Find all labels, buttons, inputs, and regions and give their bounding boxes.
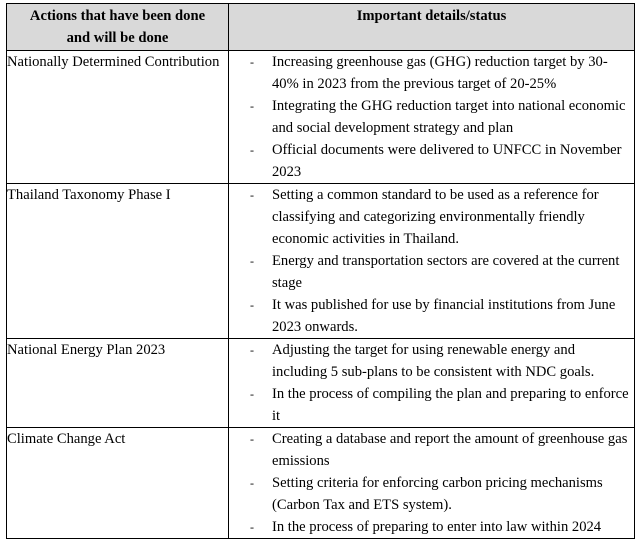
details-cell <box>229 428 635 539</box>
detail-text: It was published for use by financial institutions from June 2023 onwards. <box>272 297 616 335</box>
action-cell: Climate Change Act <box>7 428 229 539</box>
dash-bullet-icon: - <box>250 188 254 202</box>
table-row <box>7 339 635 428</box>
detail-list <box>229 339 634 427</box>
detail-list <box>229 184 634 338</box>
dash-bullet-icon: - <box>250 143 254 157</box>
detail-text: Integrating the GHG reduction target into national economic and social development strategy and plan <box>272 98 626 136</box>
detail-text: Official documents were delivered to UNFCC in November 2023 <box>272 142 622 180</box>
table-row <box>7 428 635 539</box>
detail-text: In the process of preparing to enter into law within 2024 <box>272 519 602 535</box>
action-cell: National Energy Plan 2023 <box>7 339 229 428</box>
detail-list-item <box>229 51 634 95</box>
detail-list-item <box>229 184 634 250</box>
dash-bullet-icon: - <box>250 432 254 446</box>
dash-bullet-icon: - <box>250 298 254 312</box>
detail-list <box>229 428 634 538</box>
dash-bullet-icon: - <box>250 55 254 69</box>
detail-list-item <box>229 294 634 338</box>
table-row <box>7 51 635 184</box>
detail-list-item <box>229 383 634 427</box>
detail-text: Setting criteria for enforcing carbon pricing mechanisms (Carbon Tax and ETS system). <box>272 475 603 513</box>
dash-bullet-icon: - <box>250 476 254 490</box>
details-cell <box>229 184 635 339</box>
detail-list-item <box>229 516 634 538</box>
detail-list-item <box>229 472 634 516</box>
status-table <box>6 3 635 539</box>
detail-list-item <box>229 95 634 139</box>
dash-bullet-icon: - <box>250 343 254 357</box>
detail-list-item <box>229 428 634 472</box>
table-body <box>7 51 635 539</box>
actions-header-line-2: and will be done <box>66 30 169 46</box>
detail-list-item <box>229 339 634 383</box>
details-cell <box>229 339 635 428</box>
detail-list <box>229 51 634 183</box>
detail-text: Creating a database and report the amount of greenhouse gas emissions <box>272 431 628 469</box>
action-cell: Thailand Taxonomy Phase I <box>7 184 229 339</box>
detail-text: Adjusting the target for using renewable energy and including 5 sub-plans to be consistent with NDC goals. <box>272 342 595 380</box>
table-row <box>7 184 635 339</box>
details-cell <box>229 51 635 184</box>
detail-list-item <box>229 139 634 183</box>
detail-text: Setting a common standard to be used as a reference for classifying and categorizing environmentally friendly economic activities in Thailand. <box>272 187 599 247</box>
detail-list-item <box>229 250 634 294</box>
actions-header-line-1: Actions that have been done <box>29 8 206 24</box>
dash-bullet-icon: - <box>250 254 254 268</box>
detail-text: In the process of compiling the plan and preparing to enforce it <box>272 386 629 424</box>
dash-bullet-icon: - <box>250 520 254 534</box>
dash-bullet-icon: - <box>250 99 254 113</box>
detail-text: Increasing greenhouse gas (GHG) reduction target by 30-40% in 2023 from the previous target of 20-25% <box>272 54 608 92</box>
detail-text: Energy and transportation sectors are covered at the current stage <box>272 253 620 291</box>
action-cell: Nationally Determined Contribution <box>7 51 229 184</box>
dash-bullet-icon: - <box>250 387 254 401</box>
actions-column-header <box>7 4 229 51</box>
details-column-header: Important details/status <box>229 4 635 51</box>
table-header-row <box>7 4 635 51</box>
